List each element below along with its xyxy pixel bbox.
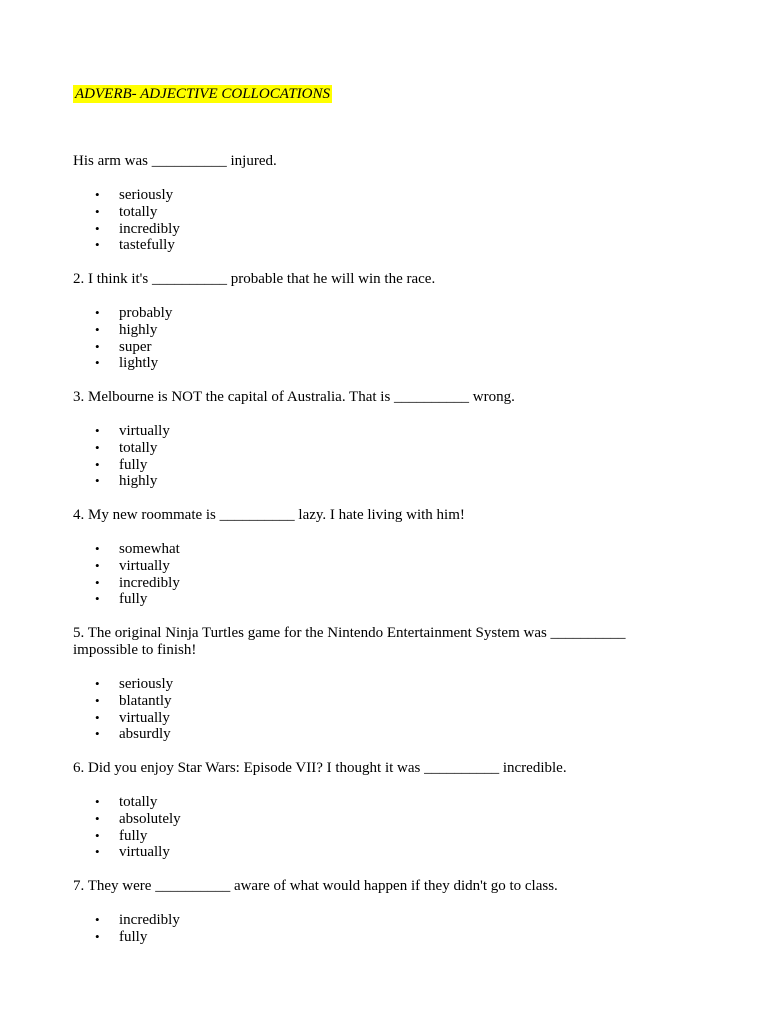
option-label: tastefully — [119, 237, 175, 254]
bullet-icon: • — [95, 912, 100, 927]
option-label: highly — [119, 473, 158, 490]
option-item — [73, 339, 172, 356]
question-6-options — [73, 794, 181, 861]
bullet-icon: • — [95, 676, 100, 691]
option-label: virtually — [119, 423, 170, 439]
bullet-icon: • — [95, 456, 100, 472]
option-label: incredibly — [119, 220, 180, 237]
bullet-icon: • — [95, 473, 100, 489]
question-5-options — [73, 676, 173, 743]
option-item — [73, 558, 180, 575]
bullet-icon: • — [95, 321, 100, 337]
option-label: super — [119, 338, 152, 355]
bullet-icon: • — [95, 187, 100, 202]
bullet-icon: • — [95, 574, 100, 590]
option-item — [73, 221, 180, 238]
option-label: incredibly — [119, 574, 180, 591]
question-5-text-line-2: impossible to finish! — [73, 642, 197, 658]
bullet-icon: • — [95, 305, 100, 320]
option-item — [73, 676, 173, 693]
question-7-text: 7. They were __________ aware of what would happen if they didn't go to class. — [73, 878, 558, 894]
option-label: highly — [119, 321, 158, 338]
bullet-icon: • — [95, 237, 100, 253]
question-4-options — [73, 541, 180, 608]
question-1-text: His arm was __________ injured. — [73, 153, 277, 169]
option-item — [73, 811, 181, 828]
option-label: fully — [119, 591, 148, 608]
bullet-icon: • — [95, 203, 100, 219]
question-3-options — [73, 423, 170, 490]
option-item — [73, 457, 170, 474]
option-item — [73, 575, 180, 592]
option-item — [73, 305, 172, 322]
question-3-text: 3. Melbourne is NOT the capital of Australia. That is __________ wrong. — [73, 389, 515, 405]
option-item — [73, 440, 170, 457]
bullet-icon: • — [95, 591, 100, 607]
option-item — [73, 591, 180, 608]
option-label: seriously — [119, 676, 174, 692]
option-item — [73, 929, 180, 946]
option-label: totally — [119, 794, 158, 810]
question-2-options — [73, 305, 172, 372]
option-label: incredibly — [119, 912, 180, 928]
bullet-icon: • — [95, 794, 100, 809]
option-item — [73, 204, 180, 221]
question-4-text: 4. My new roommate is __________ lazy. I hate living with him! — [73, 507, 465, 523]
option-label: seriously — [119, 187, 174, 203]
option-item — [73, 237, 180, 254]
bullet-icon: • — [95, 827, 100, 843]
option-label: probably — [119, 305, 173, 321]
bullet-icon: • — [95, 355, 100, 371]
bullet-icon: • — [95, 220, 100, 236]
option-item — [73, 423, 170, 440]
bullet-icon: • — [95, 423, 100, 438]
option-item — [73, 355, 172, 372]
option-label: virtually — [119, 709, 170, 726]
option-label: fully — [119, 456, 148, 473]
option-item — [73, 541, 180, 558]
option-item — [73, 844, 181, 861]
option-item — [73, 794, 181, 811]
option-item — [73, 726, 173, 743]
option-label: lightly — [119, 355, 159, 372]
option-label: somewhat — [119, 541, 180, 557]
bullet-icon: • — [95, 541, 100, 556]
page-title: ADVERB- ADJECTIVE COLLOCATIONS — [75, 86, 330, 102]
bullet-icon: • — [95, 709, 100, 725]
option-label: totally — [119, 439, 158, 456]
option-label: absolutely — [119, 810, 181, 827]
option-item — [73, 828, 181, 845]
bullet-icon: • — [95, 928, 100, 944]
option-item — [73, 187, 180, 204]
question-7-options — [73, 912, 180, 946]
option-label: virtually — [119, 557, 170, 574]
option-label: fully — [119, 827, 148, 844]
question-1-options — [73, 187, 180, 254]
bullet-icon: • — [95, 338, 100, 354]
option-label: absurdly — [119, 726, 171, 743]
question-6-text: 6. Did you enjoy Star Wars: Episode VII? I thought it was __________ incredible. — [73, 760, 567, 776]
bullet-icon: • — [95, 726, 100, 742]
option-label: virtually — [119, 844, 170, 861]
option-item — [73, 322, 172, 339]
question-5-text-line-1: 5. The original Ninja Turtles game for the Nintendo Entertainment System was __________ — [73, 625, 626, 641]
option-label: fully — [119, 928, 148, 945]
bullet-icon: • — [95, 844, 100, 860]
bullet-icon: • — [95, 439, 100, 455]
bullet-icon: • — [95, 810, 100, 826]
bullet-icon: • — [95, 692, 100, 708]
option-item — [73, 912, 180, 929]
option-item — [73, 473, 170, 490]
bullet-icon: • — [95, 557, 100, 573]
option-label: totally — [119, 203, 158, 220]
option-item — [73, 693, 173, 710]
question-2-text: 2. I think it's __________ probable that he will win the race. — [73, 271, 436, 287]
option-label: blatantly — [119, 692, 172, 709]
option-item — [73, 710, 173, 727]
